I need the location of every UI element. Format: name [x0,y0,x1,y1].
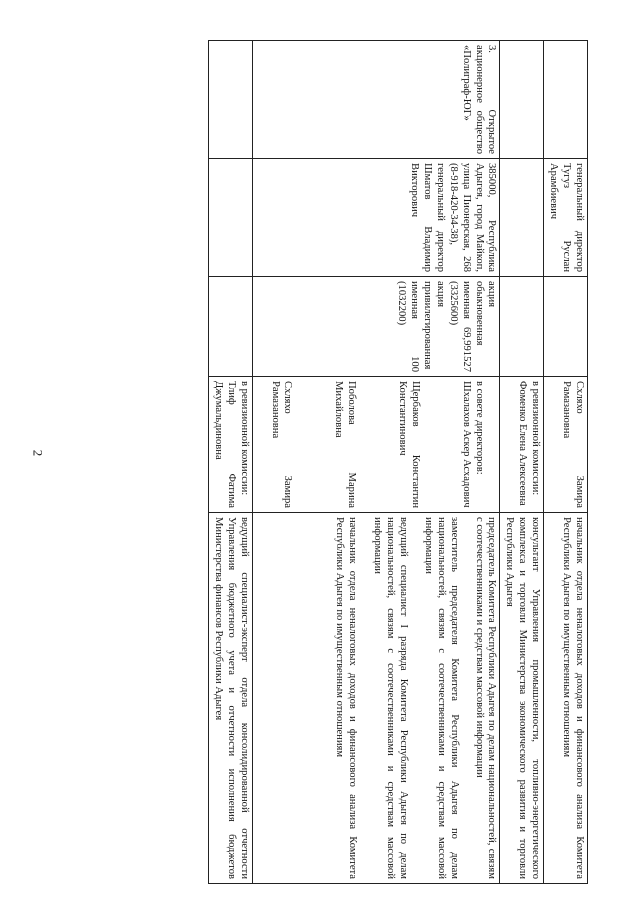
member-name-cell [252,377,500,513]
member-position-cell: ведущий специалист-эксперт отдела консолидированной отчетности Управления бюджетного учета и отчетности исполнения бюджетов Министерства финансов Республики Адыгея [208,513,252,884]
member-position-cell: начальник отдела неналоговых доходов и финансового анализа Комитета Республики Адыгея по имущественным отношениям [544,513,588,884]
member-name: в совете директоров: Шхалахов Аскер Асхадович [460,381,485,508]
member-name: Щербаков Константин Константинович [396,381,421,508]
head-cell [500,159,544,277]
member-position: заместитель председателя Комитета Республики Адыгея по делам национальностей, связям с соотечественниками и средствам массовой информации [422,517,460,879]
shares-cell [208,277,252,377]
member-position: председатель Комитета Республики Адыгея по делам национальностей, связям с соотечественниками и средствам массовой информации [473,517,498,879]
member-name-cell: в ревизионной комиссии: Тлиф Фатима Джумальдиновна [208,377,252,513]
member-name-cell: в ревизионной комиссии: Фоменко Елена Алексеевна [500,377,544,513]
shareholding-table [208,40,588,884]
org-cell: 3. Открытое акционерное общество «Полиграф-ЮГ» [252,41,500,159]
shares-cell [544,277,588,377]
head-cell: генеральный директор Тугуз Руслан Арамбиевич [544,159,588,277]
table-row [500,41,544,884]
member-position-cell [252,513,500,884]
common-shares: акция обыкновенная именная 69,991527 (3325600) [447,281,498,372]
member-position-cell: консультант Управления промышленности, топливно-энергетического комплекса и торговли Министерства экономического развития и торговли Республики Адыгея [500,513,544,884]
member-name-cell: Схляхо Замира Рамазановна [544,377,588,513]
table-row [544,41,588,884]
member-name: Схляхо Замира Рамазановна [269,381,294,508]
head-cell: 385000, Республика Адыгея, город Майкоп, улица Пионерская, 268 (8-918-420-34-38), генеральный директор Шматов Владимир Викторович [252,159,500,277]
member-position: ведущий специалист I разряда Комитета Республики Адыгея по делам национальностей, связям с соотечественниками и средствам массовой информации [372,517,409,879]
table-row [208,41,252,884]
member-position: начальник отдела неналоговых доходов и финансового анализа Комитета Республики Адыгея по имущественным отношениям [334,517,359,879]
table-row [252,41,500,884]
org-cell [544,41,588,159]
preferred-shares: акция привилегированная именная 100 (1032200) [396,281,446,372]
shares-cell [500,277,544,377]
shares-cell [252,277,500,377]
member-name: Поболова Марина Михайловна [333,381,358,508]
org-cell [208,41,252,159]
page-number: 2 [30,449,46,457]
head-cell [208,159,252,277]
org-cell [500,41,544,159]
